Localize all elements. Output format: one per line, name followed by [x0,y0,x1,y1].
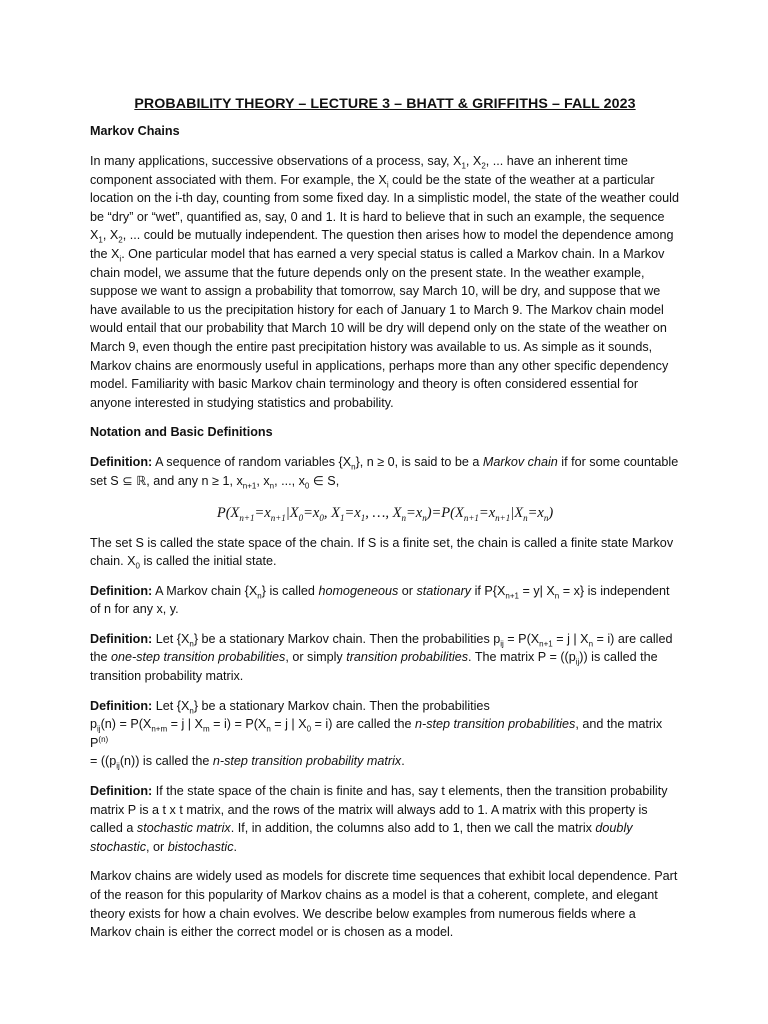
section-heading-notation: Notation and Basic Definitions [90,425,273,440]
state-space-paragraph: The set S is called the state space of the chain. If S is a finite set, the chain is called a finite state Markov chain. $X_0$ is called the initial state. [90,535,674,571]
definition-markov-chain: Definition: A sequence of random variables $\{X_n\}$, n ≥ 0, is said to be a Markov chain if for some countable set S ⊆ ℝ, and any n ≥ 1, $x_{n+1}$, $x_n$, ..., $x_0$ ∈ S, [90,455,679,491]
definition-n-step: Definition: Let $\{X_n\}$ be a stationary Markov chain. Then the probabilities $p_{ij}(n) = P(X_{n+m} = j$ | $X_m = i) = P(X_n = j$ | $X_0 = i$) are called the n-step transition probabilities, and the matrix $P^{(n)}$ = ($(p_{ij}(n))$ is called the n-step transition probability matrix. [90,698,663,771]
closing-paragraph: Markov chains are widely used as models for discrete time sequences that exhibit local dependence. Part of the reason for this popularity of Markov chains as a model is that a coherent, complete, and elegant theory exists for how a chain evolves. We describe below examples from numerous fields where a Markov chain is either the correct model or is chosen as a model. [90,869,678,940]
definition-transition-probabilities: Definition: Let $\{X_n\}$ be a stationary Markov chain. Then the probabilities $p_{ij} = P(X_{n+1} = j$ | $X_n = i$) are called the one-step transition probabilities, or simply transition probabilities. The matrix $P = ((p_{ij}))$ is called the transition probability matrix. [90,631,673,684]
section-heading-markov-chains: Markov Chains [90,124,180,138]
definition-stochastic-matrix: Definition: If the state space of the chain is finite and has, say t elements, then the transition probability matrix P is a t x t matrix, and the rows of the matrix will always add to 1. A matrix with this property is called a stochastic matrix. If, in addition, the columns also add to 1, then we call the matrix doubly stochastic, or bistochastic. [90,784,668,854]
markov-property-equation: $P(X_{n+1}=x_{n+1}|X_0=x_0$, $X_1=x_1$, …, $X_n=x_n)=P(X_{n+1}=x_{n+1}|X_n=x_n)$ [216,504,554,523]
intro-paragraph: In many applications, successive observations of a process, say, $X_1$, $X_2$, ... have an inherent time component associated with them. For example, the $X_i$ could be the state of the weather at a particular location on the i-th day, counting from some fixed day. In a simplistic model, the state of the weather could be “dry” or “wet”, quantified as, say, 0 and 1. It is hard to believe that in such an example, the sequence $X_1$, $X_2$, ... could be mutually independent. The question then arises how to model the dependence among the $X_i$. One particular model that has earned a very special status is called a Markov chain. In a Markov chain model, we assume that the future depends only on the present state. In the weather example, suppose we want to assign a probability that tomorrow, say March 10, will be dry, and suppose that we have available to us the precipitation history for each of January 1 to March 9. The Markov chain model would entail that our probability that March 10 will be dry will depend only on the state of the weather on March 9, even though the entire past precipitation history was available to us. As simple as it sounds, Markov chains are enormously useful in applications, perhaps more than any other specific dependency model. Familiarity with basic Markov chain terminology and theory is often considered essential for anyone interested in studying statistics and probability. [90,154,679,410]
document-page [90,96,680,953]
document-title: PROBABILITY THEORY – LECTURE 3 – BHATT & GRIFFITHS – FALL 2023 [134,96,636,112]
definition-homogeneous: Definition: A Markov chain $\{X_n\}$ is called homogeneous or stationary if $P\{X_{n+1} = y|$ $X_n = x$} is independent of n for any x, y. [90,583,670,617]
